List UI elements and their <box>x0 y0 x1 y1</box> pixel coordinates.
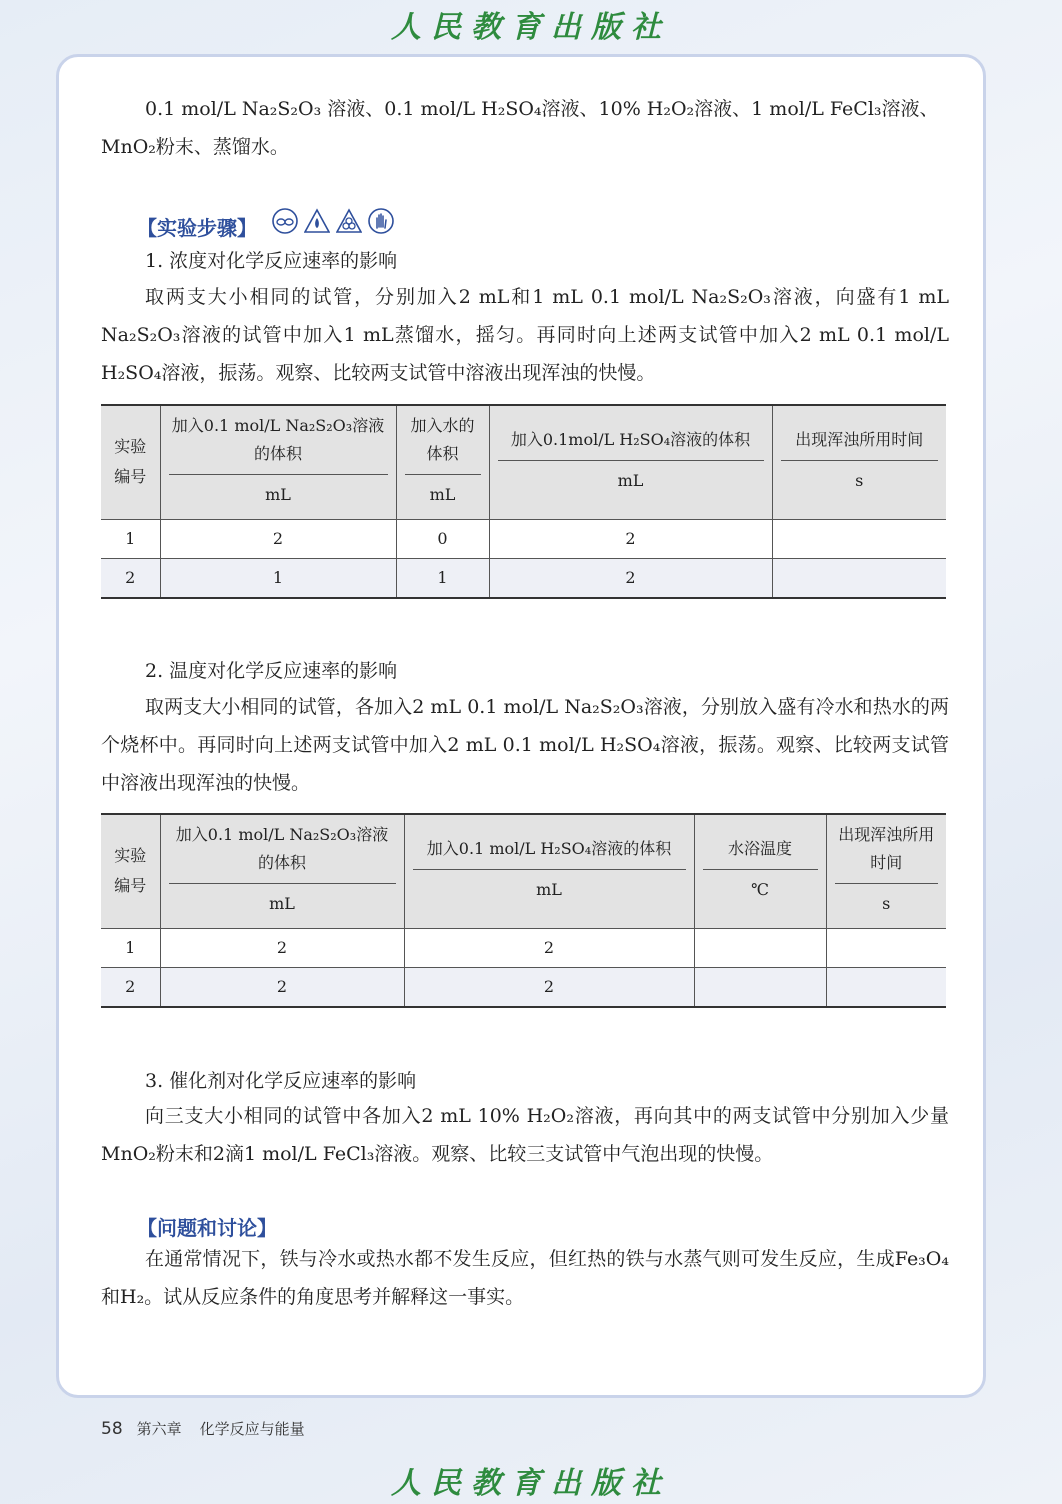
materials-line-1: 0.1 mol/L Na₂S₂O₃ 溶液、0.1 mol/L H₂SO₄溶液、10% H₂O₂溶液、1 mol/L FeCl₃溶液、 <box>145 98 939 120</box>
header-h2so4-volume: 加入0.1mol/L H₂SO₄溶液的体积 mL <box>489 405 772 519</box>
glove-icon <box>368 208 394 234</box>
header-na2s2o3-volume: 加入0.1 mol/L Na₂S₂O₃溶液的体积 mL <box>160 814 404 928</box>
section2-title: 2. 温度对化学反应速率的影响 <box>145 660 398 682</box>
table-row: 1 2 0 2 <box>101 519 946 558</box>
concentration-table <box>101 404 946 599</box>
section1-text: 取两支大小相同的试管，分别加入2 mL和1 mL 0.1 mol/L Na₂S₂O₃溶液，向盛有1 mL Na₂S₂O₃溶液的试管中加入1 mL蒸馏水，摇匀。再同时向上述两支试管中加入2 mL 0.1 mol/L H₂SO₄溶液，振荡。观察、比较两支试管中溶液出现浑浊的快慢。 <box>101 286 949 384</box>
steps-heading: 【实验步骤】 <box>137 216 257 240</box>
header-experiment-no: 实验编号 <box>101 814 160 928</box>
discussion-text: 在通常情况下，铁与冷水或热水都不发生反应，但红热的铁与水蒸气则可发生反应，生成Fe₃O₄和H₂。试从反应条件的角度思考并解释这一事实。 <box>101 1248 949 1308</box>
goggles-icon <box>272 208 298 234</box>
publisher-logo-bottom: 人民教育出版社 <box>391 1466 671 1501</box>
section3-title: 3. 催化剂对化学反应速率的影响 <box>145 1070 417 1092</box>
header-turbidity-time: 出现浑浊所用时间 s <box>772 405 946 519</box>
header-turbidity-time: 出现浑浊所用时间 s <box>826 814 946 928</box>
header-na2s2o3-volume: 加入0.1 mol/L Na₂S₂O₃溶液的体积 mL <box>160 405 396 519</box>
safety-icons <box>272 208 394 234</box>
page-footer <box>101 1418 305 1439</box>
section3-text: 向三支大小相同的试管中各加入2 mL 10% H₂O₂溶液，再向其中的两支试管中分别加入少量MnO₂粉末和2滴1 mol/L FeCl₃溶液。观察、比较三支试管中气泡出现的快慢。 <box>101 1105 949 1165</box>
table-row: 1 2 2 <box>101 928 946 967</box>
flame-warning-icon <box>304 208 330 234</box>
section2-text: 取两支大小相同的试管，各加入2 mL 0.1 mol/L Na₂S₂O₃溶液，分别放入盛有冷水和热水的两个烧杯中。再同时向上述两支试管中加入2 mL 0.1 mol/L H₂SO₄溶液，振荡。观察、比较两支试管中溶液出现浑浊的快慢。 <box>101 696 949 794</box>
chapter-label: 第六章 <box>136 1420 182 1438</box>
page-number: 58 <box>101 1419 123 1439</box>
header-experiment-no: 实验编号 <box>101 405 160 519</box>
header-h2so4-volume: 加入0.1 mol/L H₂SO₄溶液的体积 mL <box>404 814 694 928</box>
chapter-title: 化学反应与能量 <box>199 1420 305 1438</box>
temperature-table <box>101 813 946 1008</box>
header-bath-temperature: 水浴温度 ℃ <box>694 814 826 928</box>
table-row: 2 1 1 2 <box>101 558 946 598</box>
discussion-heading: 【问题和讨论】 <box>137 1216 277 1240</box>
publisher-logo-top: 人民教育出版社 <box>391 10 671 45</box>
header-water-volume: 加入水的体积 mL <box>396 405 489 519</box>
biohazard-icon <box>336 208 362 234</box>
section1-title: 1. 浓度对化学反应速率的影响 <box>145 250 398 272</box>
table-row: 2 2 2 <box>101 967 946 1007</box>
materials-line-2: MnO₂粉末、蒸馏水。 <box>101 136 289 158</box>
materials-text <box>101 90 949 166</box>
